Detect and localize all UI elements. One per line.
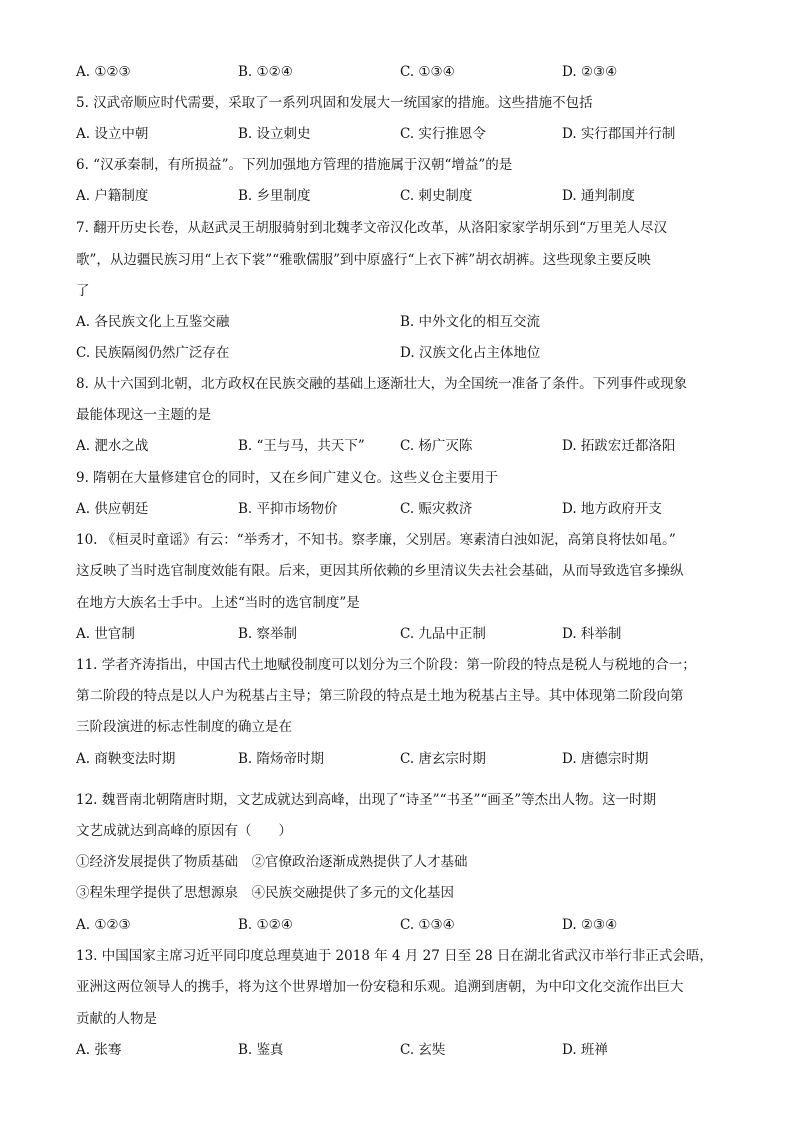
question-stem-line: 7. 翻开历史长卷，从赵武灵王胡服骑射到北魏孝文帝汉化改革，从洛阳家家学胡乐到“万里羌人尽汉 (76, 220, 668, 236)
option-d[interactable]: D. 拓跋宏迁都洛阳 (562, 438, 676, 454)
question-stem-line: 歌”，从边疆民族习用“上衣下裳”“雅歌儒服”到中原盛行“上衣下裤”胡衣胡裤。这些现象主要反映 (76, 252, 651, 268)
option-d[interactable]: D. 通判制度 (562, 188, 635, 204)
option-b[interactable]: B. ①②④ (238, 917, 293, 933)
question-stem-line: 第二阶段的特点是以人户为税基占主导；第三阶段的特点是土地为税基占主导。其中体现第二阶段向第 (76, 688, 684, 704)
question-stem-line: 亚洲这两位领导人的携手，将为这个世界增加一份安稳和乐观。追溯到唐朝，为中印文化交流作出巨大 (76, 979, 684, 995)
question-stem-line: 最能体现这一主题的是 (76, 407, 211, 423)
option-d[interactable]: D. 科举制 (562, 626, 622, 642)
question-stem-line: 了 (76, 283, 90, 299)
question-stem-line: 文艺成就达到高峰的原因有（ ） (76, 823, 292, 839)
option-c[interactable]: C. 九品中正制 (400, 626, 486, 642)
question-stem-line: 12. 魏晋南北朝隋唐时期，文艺成就达到高峰，出现了“诗圣”“书圣”“画圣”等杰出人物。这一时期 (76, 792, 657, 808)
option-a[interactable]: A. 供应朝廷 (76, 501, 149, 517)
option-c[interactable]: C. 玄奘 (400, 1042, 446, 1058)
option-d[interactable]: D. 唐德宗时期 (562, 751, 649, 767)
option-a[interactable]: A. 商鞅变法时期 (76, 751, 176, 767)
option-c[interactable]: C. ①③④ (400, 917, 455, 933)
option-b[interactable]: B. 乡里制度 (238, 188, 311, 204)
question-stem-line: 这反映了当时选官制度效能有限。后来，更因其所依赖的乡里清议失去社会基础，从而导致选官多操纵 (76, 563, 684, 579)
question-stem-line: 8. 从十六国到北朝，北方政权在民族交融的基础上逐渐壮大，为全国统一准备了条件。下列事件或现象 (76, 376, 688, 392)
option-b[interactable]: B. 中外文化的相互交流 (400, 314, 541, 330)
statement-items-line: ①经济发展提供了物质基础 ②官僚政治逐渐成熟提供了人才基础 (76, 854, 468, 870)
option-a[interactable]: A. 张骞 (76, 1042, 122, 1058)
option-b[interactable]: B. 察举制 (238, 626, 298, 642)
question-stem-line: 三阶段演进的标志性制度的确立是在 (76, 719, 292, 735)
question-stem-line: 在地方大族名士手中。上述“当时的选官制度”是 (76, 595, 360, 611)
option-a[interactable]: A. 淝水之战 (76, 438, 149, 454)
option-d[interactable]: D. ②③④ (562, 917, 618, 933)
question-stem-line: 13. 中国国家主席习近平同印度总理莫迪于 2018 年 4 月 27 日至 28 日在湖北省武汉市举行非正式会晤， (76, 948, 713, 964)
option-b[interactable]: B. ①②④ (238, 64, 293, 80)
option-b[interactable]: B. 鉴真 (238, 1042, 284, 1058)
question-stem: 6. “汉承秦制，有所损益”。下列加强地方管理的措施属于汉朝“增益”的是 (76, 157, 513, 173)
option-c[interactable]: C. ①③④ (400, 64, 455, 80)
option-a[interactable]: A. 户籍制度 (76, 188, 149, 204)
question-stem-line: 10. 《桓灵时童谣》有云：“举秀才，不知书。察孝廉，父别居。寒素清白浊如泥，高第良将怯如黾。” (76, 532, 676, 548)
option-a[interactable]: A. 世官制 (76, 626, 135, 642)
statement-items-line: ③程朱理学提供了思想源泉 ④民族交融提供了多元的文化基因 (76, 885, 454, 901)
option-a[interactable]: A. ①②③ (76, 917, 131, 933)
option-a[interactable]: A. 设立中朝 (76, 126, 149, 142)
option-a[interactable]: A. ①②③ (76, 64, 131, 80)
option-c[interactable]: C. 杨广灭陈 (400, 438, 473, 454)
option-d[interactable]: D. 实行郡国并行制 (562, 126, 676, 142)
option-c[interactable]: C. 刺史制度 (400, 188, 473, 204)
option-d[interactable]: D. 汉族文化占主体地位 (400, 345, 541, 361)
question-stem: 5. 汉武帝顺应时代需要，采取了一系列巩固和发展大一统国家的措施。这些措施不包括 (76, 95, 593, 111)
question-stem-line: 贡献的人物是 (76, 1011, 157, 1027)
option-c[interactable]: C. 赈灾救济 (400, 501, 473, 517)
question-stem-line: 11. 学者齐涛指出，中国古代土地赋役制度可以划分为三个阶段：第一阶段的特点是税人与税地的合一； (76, 657, 696, 673)
question-stem: 9. 隋朝在大量修建官仓的同时，又在乡间广建义仓。这些义仓主要用于 (76, 470, 499, 486)
option-a[interactable]: A. 各民族文化上互鉴交融 (76, 314, 230, 330)
option-d[interactable]: D. 班禅 (562, 1042, 608, 1058)
option-b[interactable]: B. 设立刺史 (238, 126, 311, 142)
option-b[interactable]: B. 平抑市场物价 (238, 501, 338, 517)
option-b[interactable]: B. “王与马，共天下” (238, 438, 365, 454)
option-c[interactable]: C. 唐玄宗时期 (400, 751, 486, 767)
option-c[interactable]: C. 民族隔阂仍然广泛存在 (76, 345, 230, 361)
option-c[interactable]: C. 实行推恩令 (400, 126, 486, 142)
option-d[interactable]: D. 地方政府开支 (562, 501, 662, 517)
option-d[interactable]: D. ②③④ (562, 64, 618, 80)
option-b[interactable]: B. 隋炀帝时期 (238, 751, 325, 767)
